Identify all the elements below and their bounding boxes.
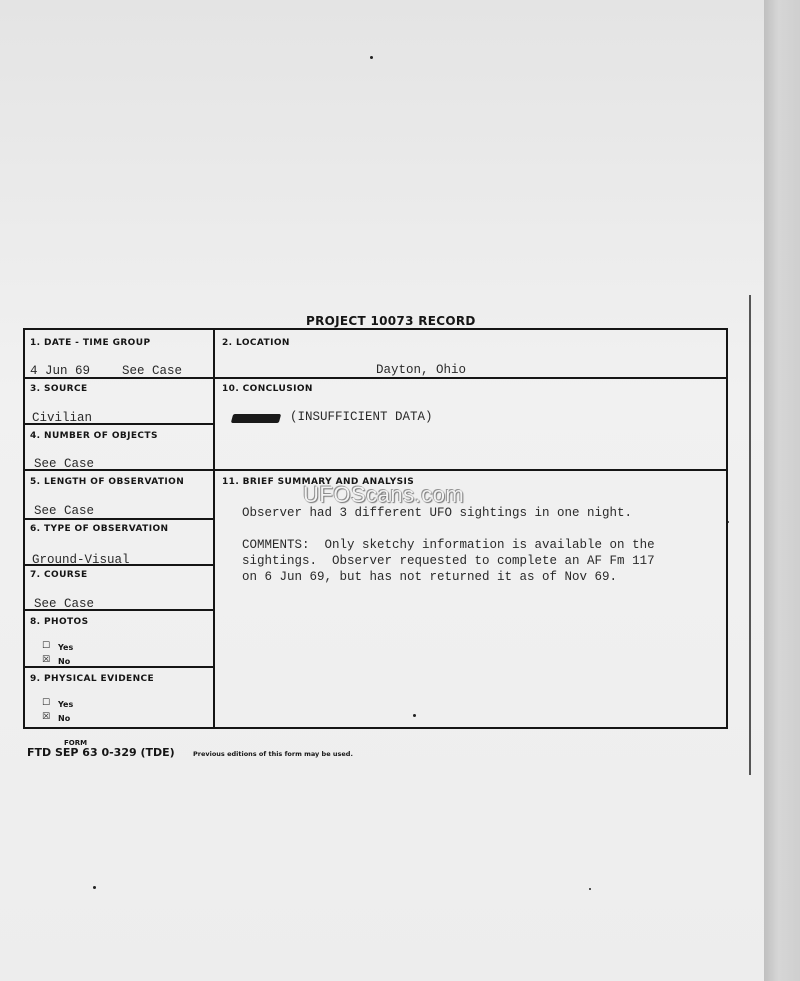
row-divider: [24, 666, 214, 668]
course-label: 7. COURSE: [30, 570, 88, 580]
scan-speck: [589, 888, 591, 890]
comments-line-2: sightings. Observer requested to complete an AF Fm 117: [242, 554, 655, 568]
watermark: UFOScans.com: [303, 482, 465, 507]
date-time-group-value2: See Case: [122, 364, 183, 378]
conclusion-label: 10. CONCLUSION: [222, 384, 313, 394]
footer-note: Previous editions of this form may be used.: [193, 750, 353, 758]
row-divider: [24, 518, 214, 520]
photos-label: 8. PHOTOS: [30, 617, 89, 627]
conclusion-value: (INSUFFICIENT DATA): [290, 410, 433, 424]
photos-yes-checkbox[interactable]: ☐: [42, 641, 51, 651]
physical-evidence-no-checkbox[interactable]: ☒: [42, 712, 51, 722]
row-divider: [24, 564, 214, 566]
summary-line-1: Observer had 3 different UFO sightings in one night.: [242, 506, 633, 520]
type-of-observation-value: Ground-Visual: [32, 553, 130, 563]
physical-evidence-no-label: No: [58, 714, 71, 723]
row-divider: [24, 609, 214, 611]
physical-evidence-label: 9. PHYSICAL EVIDENCE: [30, 674, 155, 684]
form-title: PROJECT 10073 RECORD: [306, 314, 476, 328]
column-divider: [213, 329, 215, 728]
scan-speck: [93, 886, 96, 889]
physical-evidence-yes-checkbox[interactable]: ☐: [42, 698, 51, 708]
date-time-group-label: 1. DATE - TIME GROUP: [30, 338, 151, 348]
number-of-objects-value: See Case: [34, 457, 95, 471]
length-of-observation-label: 5. LENGTH OF OBSERVATION: [30, 477, 185, 487]
location-value: Dayton, Ohio: [376, 363, 467, 377]
photos-no-checkbox[interactable]: ☒: [42, 655, 51, 665]
photos-yes-label: Yes: [58, 643, 74, 652]
footer-form-code: FTD SEP 63 0-329 (TDE): [27, 746, 175, 759]
row-divider: [24, 469, 727, 471]
length-of-observation-value: See Case: [34, 504, 95, 518]
location-label: 2. LOCATION: [222, 338, 290, 348]
photos-no-label: No: [58, 657, 71, 666]
scan-speck: [370, 56, 373, 59]
summary-label: 11. BRIEF SUMMARY AND ANALYSIS: [222, 477, 415, 487]
physical-evidence-yes-label: Yes: [58, 700, 74, 709]
scan-edge-line: [749, 295, 751, 775]
comments-line-3: on 6 Jun 69, but has not returned it as of Nov 69.: [242, 570, 618, 584]
source-label: 3. SOURCE: [30, 384, 88, 394]
course-value: See Case: [34, 597, 95, 608]
comments-line-1: COMMENTS: Only sketchy information is available on the: [242, 538, 655, 552]
source-value: Civilian: [32, 411, 93, 425]
footer-form-label: FORM: [64, 739, 88, 747]
number-of-objects-label: 4. NUMBER OF OBJECTS: [30, 431, 158, 441]
date-time-group-value: 4 Jun 69: [30, 364, 91, 378]
type-of-observation-label: 6. TYPE OF OBSERVATION: [30, 524, 169, 534]
scan-edge: [764, 0, 800, 981]
redaction-mark: [231, 414, 281, 423]
